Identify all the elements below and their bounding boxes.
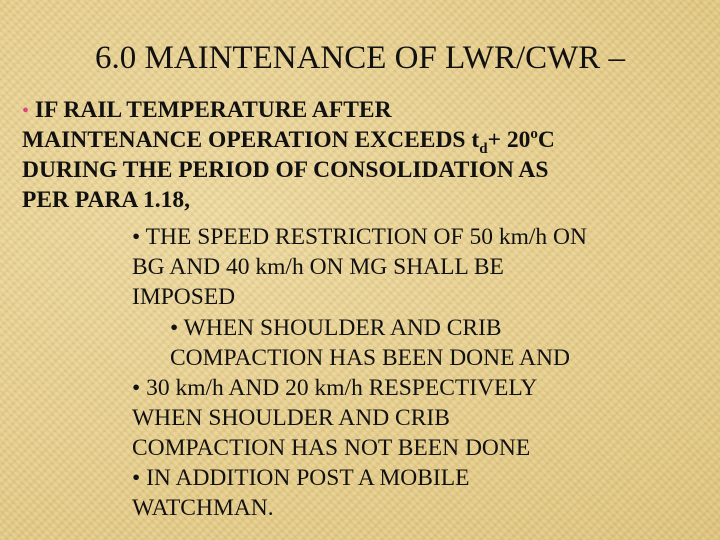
sub-point-line: • 30 km/h AND 20 km/h RESPECTIVELY [132,375,538,401]
sub-point-line: BG AND 40 km/h ON MG SHALL BE [132,254,504,280]
sub-point-line: • WHEN SHOULDER AND CRIB [170,315,502,341]
sub-point-line: • THE SPEED RESTRICTION OF 50 km/h ON [132,224,587,250]
slide-title: 6.0 MAINTENANCE OF LWR/CWR – [94,40,626,76]
td-subscript: d [479,141,488,157]
sub-point-line: COMPACTION HAS NOT BEEN DONE [132,435,531,461]
main-point-line-1: • IF RAIL TEMPERATURE AFTER [22,97,392,123]
sub-point-line: • IN ADDITION POST A MOBILE [132,465,470,491]
sub-point-line: IMPOSED [132,284,236,310]
main-point-line-3: DURING THE PERIOD OF CONSOLIDATION AS [22,157,549,183]
sub-point-line: COMPACTION HAS BEEN DONE AND [170,345,570,371]
bullet-icon: • [22,100,30,122]
main-point-line-4: PER PARA 1.18, [22,187,190,213]
degree-superscript: o [530,126,538,142]
sub-point-line: WATCHMAN. [132,495,274,521]
sub-point-line: WHEN SHOULDER AND CRIB [132,405,450,431]
main-point-line-2: MAINTENANCE OPERATION EXCEEDS $t_d+ 20^oC$ [22,126,555,157]
